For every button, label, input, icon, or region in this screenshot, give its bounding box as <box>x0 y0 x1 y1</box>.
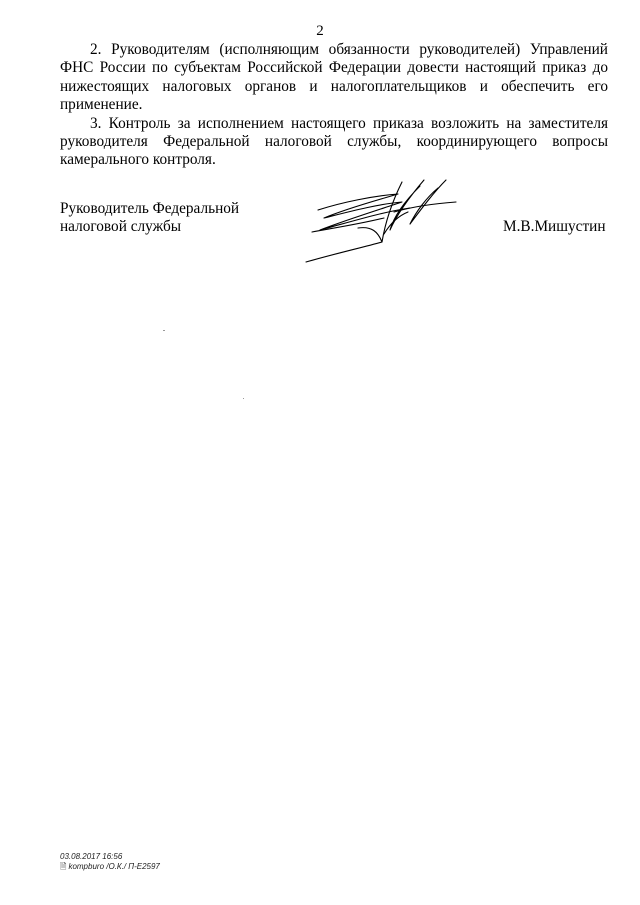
handwritten-signature <box>298 172 458 272</box>
scan-speck <box>163 330 165 331</box>
paragraph-3: 3. Контроль за исполнением настоящего приказа возложить на заместителя руководителя Федеральной налоговой службы, координирующего вопросы камерального контроля. <box>60 114 608 169</box>
page-number: 2 <box>316 23 324 39</box>
document-body <box>60 41 608 170</box>
signer-title-line2: налоговой службы <box>60 218 182 236</box>
scan-speck <box>243 398 244 399</box>
document-icon: 🗎 <box>60 862 67 871</box>
document-footer <box>60 852 160 872</box>
footer-reference: kompburo /О.К./ П-Е2597 <box>68 862 160 871</box>
footer-reference-line <box>60 862 160 872</box>
paragraph-2: 2. Руководителям (исполняющим обязанности руководителей) Управлений ФНС России по субъектам Российской Федерации довести настоящий приказ до нижестоящих налоговых органов и налогоплательщиков и обеспечить его применение. <box>60 41 608 114</box>
signer-title-line1: Руководитель Федеральной <box>60 200 240 217</box>
footer-date: 03.08.2017 16:56 <box>60 852 123 861</box>
signer-title <box>60 200 239 237</box>
signer-name: М.В.Мишустин <box>503 218 606 235</box>
